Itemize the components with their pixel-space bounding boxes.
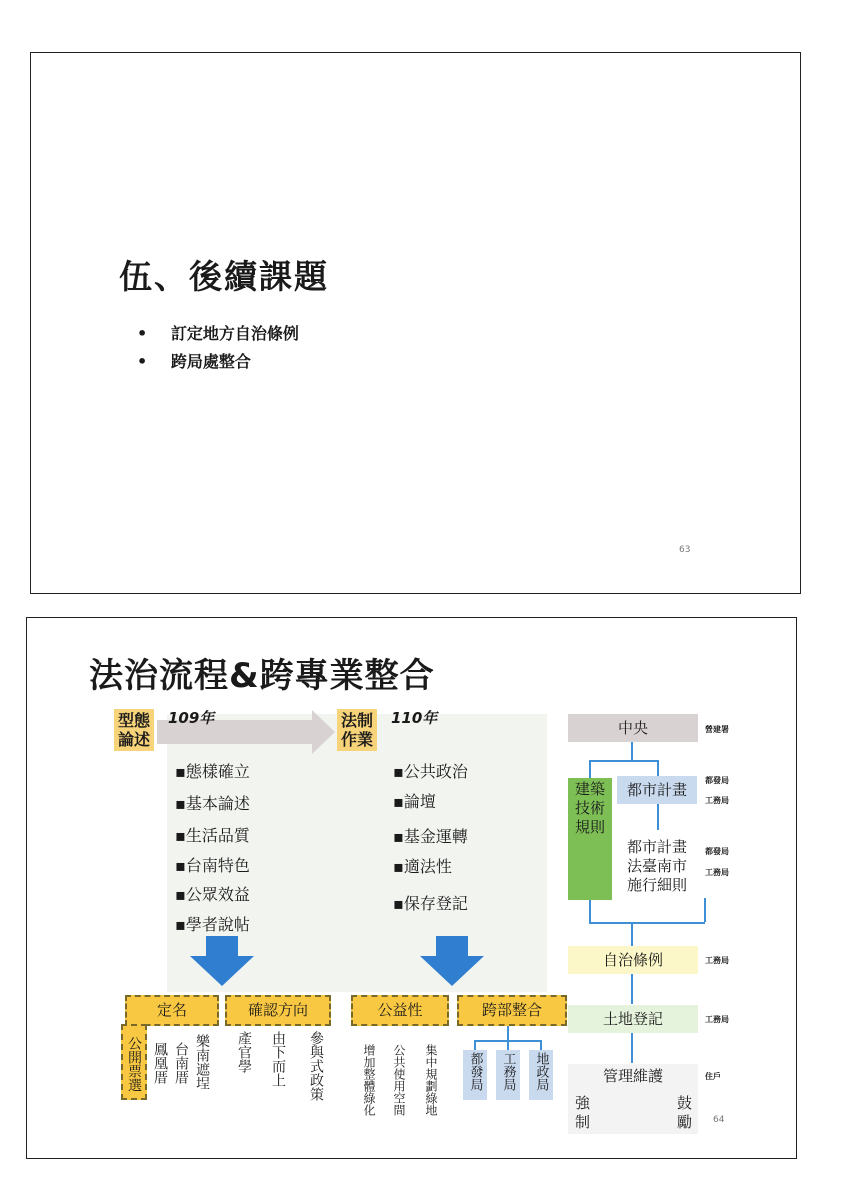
interest-item: 公共使用空間 bbox=[392, 1044, 406, 1116]
naming-option: 樂南遮埕 bbox=[194, 1034, 210, 1090]
flow-connector bbox=[589, 922, 705, 924]
agency-name: 都發局 bbox=[467, 1052, 483, 1091]
stage1-label-line2: 論述 bbox=[118, 730, 151, 749]
direction-option: 由下而上 bbox=[270, 1031, 286, 1087]
slide-63 bbox=[30, 52, 801, 594]
autonomy-box: 自治條例 bbox=[568, 946, 698, 974]
tree-connector bbox=[474, 1040, 476, 1050]
urban-plan-detail-line: 施行細則 bbox=[626, 876, 687, 894]
urban-plan-box: 都市計畫 bbox=[617, 776, 697, 804]
page-number: 64 bbox=[713, 1115, 725, 1125]
cross-dept-box: 跨部整合 bbox=[457, 995, 567, 1026]
interest-item: 集中規劃綠地 bbox=[424, 1044, 438, 1116]
stage1-item: ▪基本論述 bbox=[175, 794, 250, 813]
agency-label: 工務局 bbox=[705, 868, 729, 877]
agency-label: 工務局 bbox=[705, 796, 729, 805]
stage2-label-line2: 作業 bbox=[341, 730, 374, 749]
flow-connector bbox=[657, 804, 659, 830]
agency-label: 營建署 bbox=[705, 725, 729, 734]
direction-option: 參與式政策 bbox=[308, 1031, 324, 1101]
direction-box: 確認方向 bbox=[225, 995, 331, 1026]
bullet-item-1 bbox=[137, 321, 299, 344]
naming-option: 鳳凰厝 bbox=[152, 1042, 168, 1084]
tree-connector bbox=[507, 1040, 509, 1050]
agency-name: 工務局 bbox=[500, 1052, 516, 1091]
building-rules-box bbox=[568, 778, 612, 900]
central-box: 中央 bbox=[568, 714, 698, 742]
urban-plan-detail-line: 法臺南市 bbox=[626, 857, 687, 875]
stage2-year: 110年 bbox=[391, 709, 438, 727]
stage1-item: ▪公眾效益 bbox=[175, 885, 250, 904]
urban-plan-detail bbox=[617, 838, 697, 895]
slide-title: 法治流程&跨專業整合 bbox=[89, 656, 435, 696]
maintenance-box: 管理維護 bbox=[602, 1067, 663, 1085]
agency-label: 住戶 bbox=[705, 1072, 721, 1081]
stage2-item: ▪適法性 bbox=[393, 857, 452, 876]
urban-plan-detail-line: 都市計畫 bbox=[626, 838, 687, 856]
naming-box: 定名 bbox=[125, 995, 219, 1026]
flow-connector bbox=[631, 974, 633, 1004]
enforce-label: 強制 bbox=[575, 1094, 591, 1131]
stage2-label-line1: 法制 bbox=[341, 711, 374, 730]
stage2-item: ▪論壇 bbox=[393, 792, 436, 811]
stage1-label bbox=[114, 709, 154, 751]
stage1-item: ▪台南特色 bbox=[175, 856, 250, 875]
tree-connector bbox=[507, 1026, 509, 1040]
bullet-item-2 bbox=[137, 349, 251, 372]
flow-connector bbox=[589, 760, 658, 762]
flow-connector bbox=[631, 922, 633, 946]
agency-label: 都發局 bbox=[705, 776, 729, 785]
stage1-label-line1: 型態 bbox=[118, 711, 151, 730]
interest-item: 增加整體綠化 bbox=[362, 1044, 376, 1116]
flow-connector bbox=[631, 742, 633, 760]
agency-label: 工務局 bbox=[705, 956, 729, 965]
stage2-item: ▪公共政治 bbox=[393, 762, 468, 781]
agency-box bbox=[529, 1050, 553, 1100]
bullet-symbol: • bbox=[137, 324, 148, 343]
slide-64 bbox=[26, 617, 797, 1159]
bullet-symbol: • bbox=[137, 352, 148, 371]
public-vote-box bbox=[121, 1024, 147, 1100]
stage1-year: 109年 bbox=[168, 709, 215, 727]
down-arrow-icon bbox=[190, 936, 254, 986]
agency-label: 都發局 bbox=[705, 847, 729, 856]
naming-option: 台南厝 bbox=[173, 1042, 189, 1084]
flow-connector bbox=[589, 760, 591, 778]
land-registration-box: 土地登記 bbox=[568, 1005, 698, 1033]
agency-box bbox=[463, 1050, 487, 1100]
agency-label: 工務局 bbox=[705, 1015, 729, 1024]
down-arrow-icon bbox=[420, 936, 484, 986]
stage1-item: ▪態樣確立 bbox=[175, 762, 250, 781]
stage2-item: ▪保存登記 bbox=[393, 894, 468, 913]
tree-connector bbox=[540, 1040, 542, 1050]
stage2-label bbox=[337, 709, 377, 751]
building-rules-text: 建築技術規則 bbox=[574, 780, 605, 836]
stage2-item: ▪基金運轉 bbox=[393, 827, 468, 846]
bullet-text: 訂定地方自治條例 bbox=[170, 324, 299, 343]
bullet-text: 跨局處整合 bbox=[170, 352, 251, 371]
public-interest-box: 公益性 bbox=[351, 995, 449, 1026]
direction-option: 產官學 bbox=[236, 1031, 252, 1073]
slide-title: 伍、後續課題 bbox=[119, 257, 329, 296]
page-number: 63 bbox=[679, 545, 691, 555]
flow-connector bbox=[704, 898, 706, 922]
flow-connector bbox=[589, 900, 591, 922]
agency-box bbox=[496, 1050, 520, 1100]
stage1-item: ▪生活品質 bbox=[175, 826, 250, 845]
agency-name: 地政局 bbox=[533, 1052, 549, 1091]
flow-connector bbox=[631, 1033, 633, 1063]
encourage-label: 鼓勵 bbox=[677, 1094, 693, 1131]
public-vote-text: 公開票選 bbox=[126, 1036, 142, 1092]
stage1-item: ▪學者說帖 bbox=[175, 915, 250, 934]
